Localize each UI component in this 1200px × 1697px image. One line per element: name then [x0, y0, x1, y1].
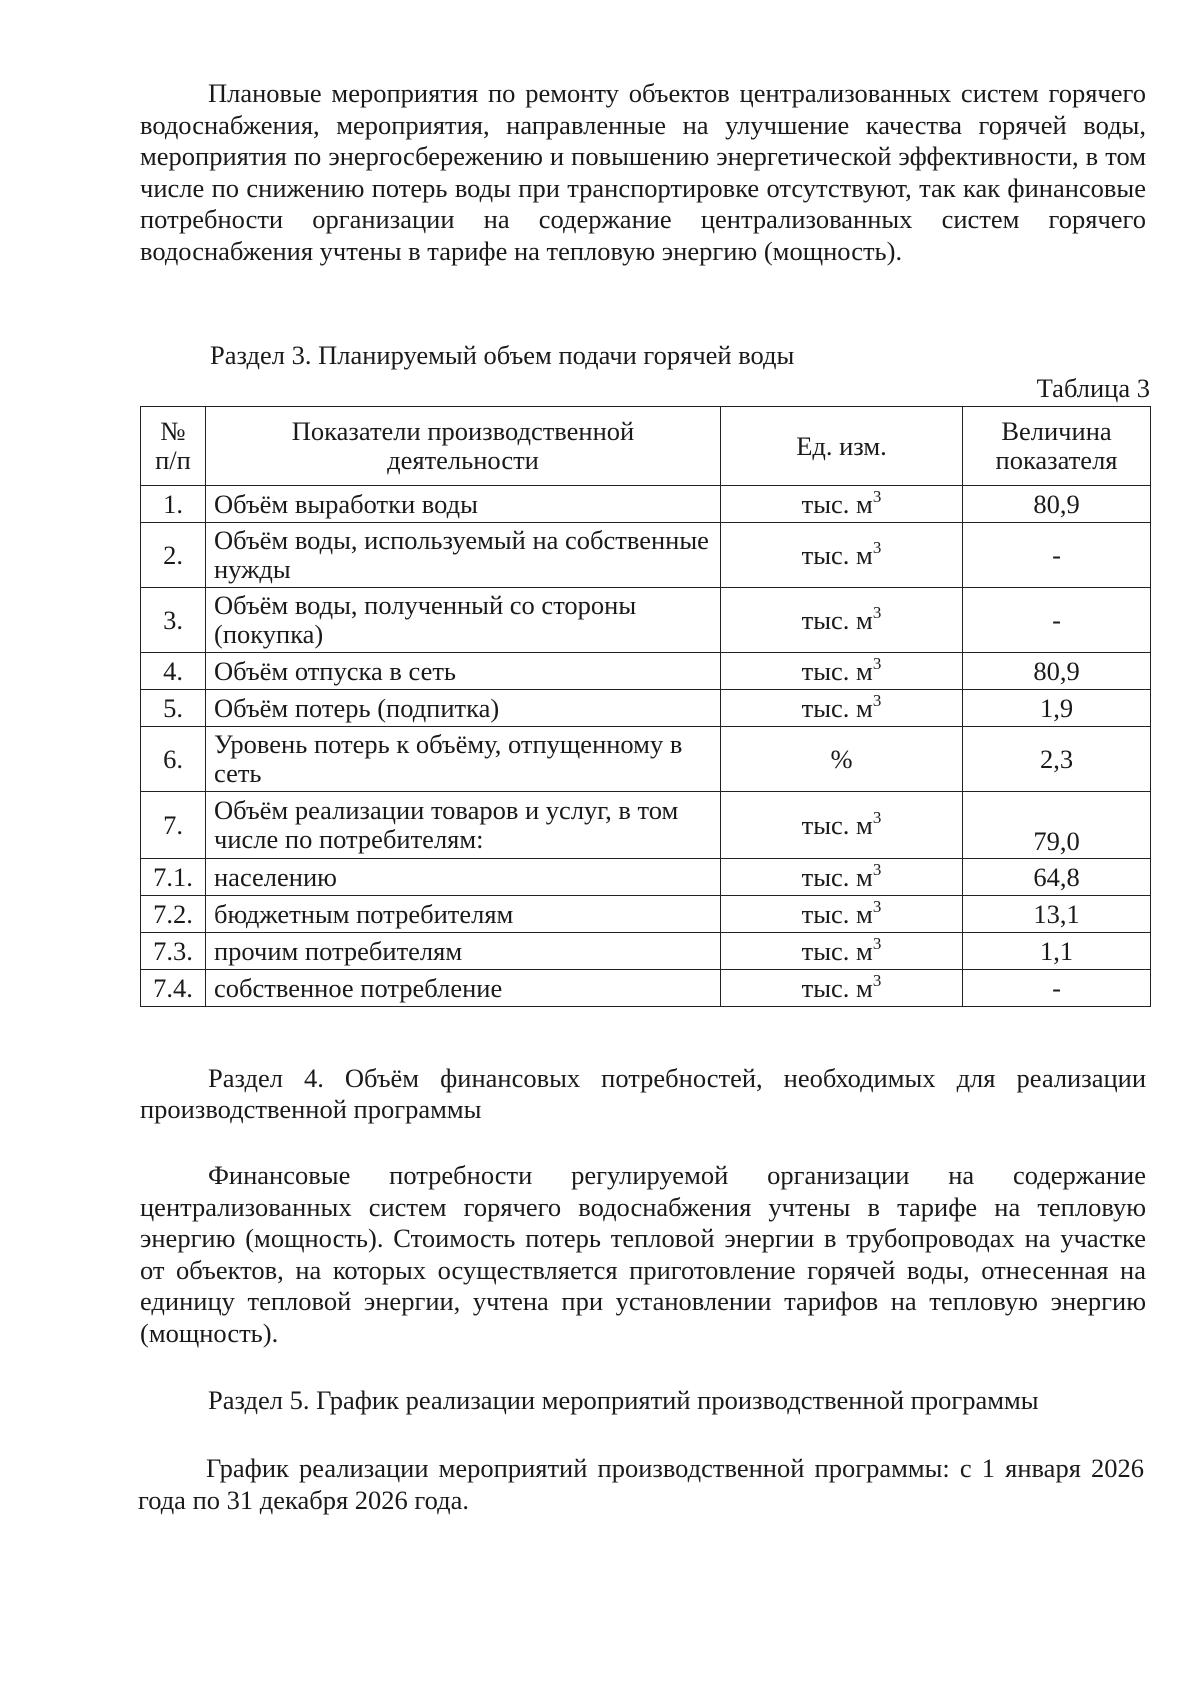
unit-superscript: 3 — [872, 807, 882, 827]
table-row — [141, 653, 1151, 690]
row-value: 13,1 — [963, 896, 1151, 933]
unit-superscript: 3 — [872, 859, 882, 879]
unit-text: % — [830, 743, 853, 774]
row-value: 80,9 — [963, 486, 1151, 523]
table-row — [141, 859, 1151, 896]
production-table — [140, 406, 1151, 1007]
row-unit — [721, 970, 963, 1007]
row-unit — [721, 933, 963, 970]
row-unit — [721, 792, 963, 859]
unit-text: тыс. м — [801, 861, 873, 892]
table-row — [141, 792, 1151, 859]
row-num: 7.2. — [141, 896, 206, 933]
unit-superscript: 3 — [872, 537, 882, 557]
row-unit — [721, 523, 963, 588]
header-name: Показатели производственной деятельности — [206, 407, 721, 486]
row-num: 7. — [141, 792, 206, 859]
row-num: 6. — [141, 727, 206, 792]
row-indicator: Объём воды, полученный со стороны (покупка) — [206, 588, 721, 653]
table-row — [141, 970, 1151, 1007]
unit-superscript: 3 — [872, 653, 882, 673]
table-header-row — [141, 407, 1151, 486]
row-indicator: Объём реализации товаров и услуг, в том числе по потребителям: — [206, 792, 721, 859]
row-value: 79,0 — [963, 792, 1151, 859]
header-num: № п/п — [141, 407, 206, 486]
row-value: - — [963, 523, 1151, 588]
unit-text: тыс. м — [801, 809, 873, 840]
row-unit — [721, 859, 963, 896]
row-value: - — [963, 970, 1151, 1007]
unit-text: тыс. м — [801, 692, 873, 723]
row-value: 64,8 — [963, 859, 1151, 896]
unit-text: тыс. м — [801, 604, 873, 635]
row-num: 4. — [141, 653, 206, 690]
unit-superscript: 3 — [872, 486, 882, 506]
row-unit — [721, 486, 963, 523]
row-unit — [721, 588, 963, 653]
row-value: 1,1 — [963, 933, 1151, 970]
row-num: 7.1. — [141, 859, 206, 896]
row-indicator: прочим потребителям — [206, 933, 721, 970]
unit-superscript: 3 — [872, 933, 882, 953]
section5-paragraph: График реализации мероприятий производственной программы: с 1 января 2026 года по 31 декабря 2026 года. — [138, 1453, 1144, 1515]
unit-superscript: 3 — [872, 690, 882, 710]
table-row — [141, 523, 1151, 588]
row-indicator: Объём потерь (подпитка) — [206, 690, 721, 727]
table-row — [141, 690, 1151, 727]
row-indicator: Объём выработки воды — [206, 486, 721, 523]
table-row — [141, 486, 1151, 523]
row-value: 2,3 — [963, 727, 1151, 792]
row-indicator: Уровень потерь к объёму, отпущенному в сеть — [206, 727, 721, 792]
section5-title: Раздел 5. График реализации мероприятий производственной программы — [208, 1385, 1039, 1415]
header-unit: Ед. изм. — [721, 407, 963, 486]
row-value: 80,9 — [963, 653, 1151, 690]
row-indicator: Объём воды, используемый на собственные нужды — [206, 523, 721, 588]
row-num: 7.4. — [141, 970, 206, 1007]
row-num: 1. — [141, 486, 206, 523]
table-row — [141, 896, 1151, 933]
row-num: 7.3. — [141, 933, 206, 970]
row-unit — [721, 727, 963, 792]
row-num: 2. — [141, 523, 206, 588]
row-indicator: Объём отпуска в сеть — [206, 653, 721, 690]
row-unit — [721, 653, 963, 690]
row-unit — [721, 896, 963, 933]
row-num: 3. — [141, 588, 206, 653]
unit-text: тыс. м — [801, 935, 873, 966]
section4-paragraph: Финансовые потребности регулируемой организации на содержание централизованных систем горячего водоснабжения учтены в тарифе на тепловую энергию (мощность). Стоимость потерь тепловой энергии в трубопроводах на участке от объектов, на которых осуществляется приготовление горячей воды, отнесенная на единицу тепловой энергии, учтена при установлении тарифов на тепловую энергию (мощность). — [140, 1160, 1146, 1348]
row-indicator: населению — [206, 859, 721, 896]
intro-paragraph: Плановые мероприятия по ремонту объектов централизованных систем горячего водоснабжения, мероприятия, направленные на улучшение качества горячей воды, мероприятия по энергосбережению и повышению энергетической эффективности, в том числе по снижению потерь воды при транспортировке отсутствуют, так как финансовые потребности организации на содержание централизованных систем горячего водоснабжения учтены в тарифе на тепловую энергию (мощность). — [140, 78, 1146, 266]
unit-text: тыс. м — [801, 539, 873, 570]
unit-text: тыс. м — [801, 488, 873, 519]
row-indicator: собственное потребление — [206, 970, 721, 1007]
unit-superscript: 3 — [872, 602, 882, 622]
row-indicator: бюджетным потребителям — [206, 896, 721, 933]
table-row — [141, 933, 1151, 970]
unit-superscript: 3 — [872, 896, 882, 916]
table-row — [141, 588, 1151, 653]
section4-title: Раздел 4. Объём финансовых потребностей, необходимых для реализации производственной программы — [140, 1063, 1146, 1124]
header-value: Величина показателя — [963, 407, 1151, 486]
unit-text: тыс. м — [801, 898, 873, 929]
section3-title: Раздел 3. Планируемый объем подачи горячей воды — [210, 340, 795, 370]
table-row — [141, 727, 1151, 792]
unit-superscript: 3 — [872, 970, 882, 990]
table-caption: Таблица 3 — [1036, 373, 1150, 403]
row-value: 1,9 — [963, 690, 1151, 727]
unit-text: тыс. м — [801, 655, 873, 686]
row-num: 5. — [141, 690, 206, 727]
row-unit — [721, 690, 963, 727]
row-value: - — [963, 588, 1151, 653]
unit-text: тыс. м — [801, 972, 873, 1003]
